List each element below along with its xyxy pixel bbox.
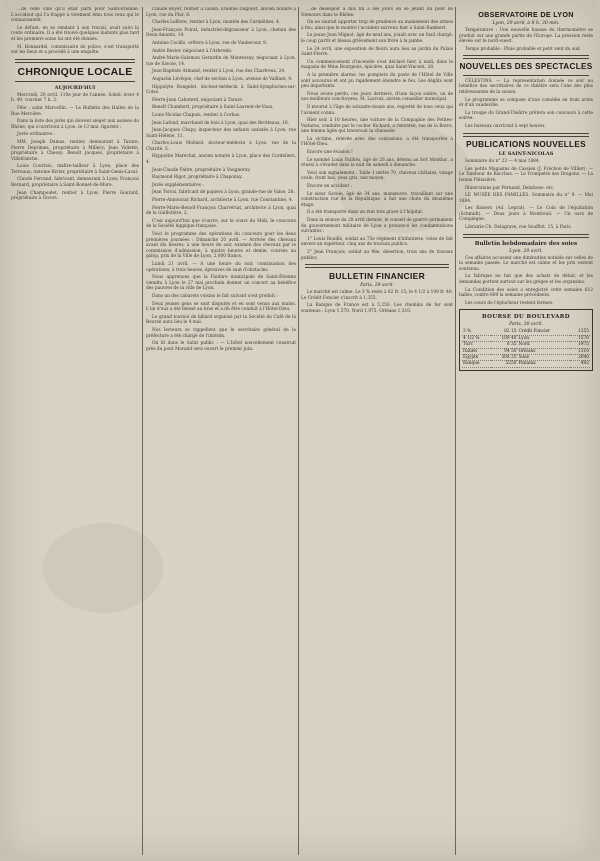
article-paragraph: Jurés ordinaires : xyxy=(17,132,55,138)
publications-body xyxy=(459,159,593,231)
article-paragraph: Il a été transporté dans un état très grave à l'hôpital. xyxy=(307,210,423,216)
column-rule xyxy=(142,7,143,855)
spectacles-title: NOUVELLES DES SPECTACLES xyxy=(459,62,593,72)
article-paragraph: Charles-Louis Mollard, docteur-médecin à Lyon, rue de la Charité, 5. xyxy=(146,141,296,152)
masthead-chronique-locale: CHRONIQUE LOCALE xyxy=(17,65,133,78)
article-paragraph: ...de celle ville qu'il était parti pour Saint-Étienne. L'accident qui l'a frappé a vivement ému tous ceux qui le connaissaient. xyxy=(11,7,139,24)
article-paragraph: Jean Torrai, fabricant de papiers à Lyon, grande-rue de Vaise, 26. xyxy=(152,190,295,196)
article-paragraph: Voici le programme des opérations du concours pour les deux premières journées : Dimanche 20 avril. — Arrivée des chevaux avant dix heures; à une heure du soir, examen des chevaux par le commission d'admission; à quatre heures et demie, courses au galop, prix de la Ville de Lyon, 2,000 francs. xyxy=(146,232,296,260)
col3-body xyxy=(301,7,453,261)
article-paragraph: M. Bonnardel, commissaire de police, s'est transporté sur les lieux et a procédé à une enquête. xyxy=(11,44,139,56)
article-paragraph: Fête : saint Marcellin. — Le Bulletin des Halles de la Rue Mercière. xyxy=(11,105,139,117)
bourse-price: 109 40 xyxy=(491,335,518,341)
divider xyxy=(463,234,589,238)
publications-title: PUBLICATIONS NOUVELLES xyxy=(466,139,586,149)
article-paragraph: Les petits Magasins de Cassien (J. Fréchon de Villier). — Le Tambour de Bacchus. — Le Trompette des Dragons. — La bonne Pâtissière. xyxy=(459,166,593,183)
observatory-body xyxy=(459,28,593,52)
bourse-price: 2040 xyxy=(570,355,590,361)
article-paragraph: Le programme se compose d'une comédie en trois actes et d'un vaudeville. xyxy=(459,97,593,109)
article-paragraph: Les cours de l'éplucheur restent fermes. xyxy=(465,300,554,306)
column-4 xyxy=(459,7,593,855)
article-paragraph: Encore une évasion ! xyxy=(307,150,353,156)
article-paragraph: 2° Jean François, soldat au 98e, désertion, trois ans de travaux publics. xyxy=(301,249,453,261)
col1-body xyxy=(11,106,139,202)
article-paragraph: Le sieur Savoie, âgé de 34 ans, manœuvre, travaillant sur une construction rue de la République, a fait une chute du deuxième étage. xyxy=(301,191,453,208)
date-line: Mercredi, 20 avril. 110e jour de l'année. Soleil: lever 4 h. 49, coucher 7 h. 2. xyxy=(11,92,139,104)
bourse-security: Panama xyxy=(517,361,569,367)
section-aujourdhui: AUJOURD'HUI xyxy=(54,84,96,91)
column-rule xyxy=(455,7,456,855)
article-paragraph: Jean Champoulet, rentier à Lyon; Pierre Goutard, propriétaire à Givors. xyxy=(11,190,139,202)
bourse-security: Orléans xyxy=(517,348,569,354)
article-paragraph: La Banque de France est à 5,250. Les chemins de fer sont soutenus : Lyon 1,570, Nord 1,975, Orléans 1,310. xyxy=(301,303,453,314)
silks-body xyxy=(459,256,593,307)
article-paragraph: Librairie Ch. Delagrave, rue Soufflot, 15, à Paris. xyxy=(465,225,572,231)
silks-title: Bulletin hebdomadaire des soies xyxy=(474,240,578,247)
bourse-table xyxy=(462,329,590,367)
article-paragraph: La troupe du Grand-Théâtre prêtera son concours à cette soirée. xyxy=(459,110,593,122)
bourse-security: Crédit Foncier xyxy=(517,329,569,335)
spectacles-body xyxy=(459,79,593,130)
bourse-row xyxy=(462,361,590,367)
bourse-security: 4 1/2 % xyxy=(462,335,491,341)
bourse-price: 82 15 xyxy=(491,329,518,335)
article-paragraph: Le 24 avril, une exposition de fleurs aura lieu au jardin du Palais Saint-Pierre. xyxy=(301,46,453,58)
publications-subtitle: LE SAINT-NICOLAS xyxy=(498,151,554,158)
bourse-box xyxy=(459,309,593,370)
article-paragraph: Le nommé Louis Pailhès, âgé de 26 ans, détenu au fort Montluc, a réussi à s'évader dans la nuit de samedi à dimanche. xyxy=(301,157,453,169)
bourse-security: Italien xyxy=(462,348,491,354)
article-paragraph: La victime, relevée avec des contusions, a été transportée à l'Hôtel-Dieu. xyxy=(301,136,453,148)
article-paragraph: Dans la liste des jurés qui doivent siéger aux assises du Rhône, qui s'ouvriront à Lyon, le 13 mai, figurent : xyxy=(11,119,139,130)
article-paragraph: Deux jeunes gens se sont disputés et en sont venus aux mains. L'un d'eux a été blessé au bras et a dû être conduit à l'Hôtel-Dieu. xyxy=(146,301,296,313)
bourse-title: BOURSE DU BOULEVARD xyxy=(482,314,570,321)
article-paragraph: 1° Louis Bouillé, soldat au 75e régiment d'infanterie, voies de fait envers un supérieur, cinq ans de travaux publics. xyxy=(301,236,453,248)
article-paragraph: Température : Une nouvelle hausse du thermomètre se produit sur une grande partie de l'Europe. La pression reste élevée sur le nord-ouest. xyxy=(459,28,593,45)
divider xyxy=(463,133,589,137)
col1-top-articles xyxy=(11,7,139,56)
newspaper-page xyxy=(3,3,597,858)
article-paragraph: Louis-Nicolas Chapuis, rentier à Corbas. xyxy=(152,112,241,118)
divider xyxy=(463,55,589,59)
article-paragraph: Benoît Chambert, propriétaire à Saint-Laurent-de-Vaux. xyxy=(152,105,274,111)
article-paragraph: MM. Joseph Dumas, rentier, demeurant à Tarare; Pierre Deprimes, propriétaire à Millery; Jean Vallette, propriétaire à Chessy; Benoît Jacques, propriétaire à Villefranche. xyxy=(11,139,139,162)
bourse-security: Turc xyxy=(462,342,491,348)
article-paragraph: Hyppolite Maréchal, ancien notaire à Lyon, place des Cordeliers, 4. xyxy=(146,154,296,166)
bourse-security: Banque xyxy=(462,361,491,367)
divider xyxy=(15,81,135,82)
article-paragraph: Le marché est calme. Le 3 % reste à 82 fr. 15; le 4 1/2 à 109 fr. 40. Le Crédit Foncier s'inscrit à 1,355. xyxy=(301,290,453,301)
column-3 xyxy=(301,7,453,855)
col2-body xyxy=(146,7,296,352)
article-paragraph: On lit dans le Salut public : — L'hôtel nouvellement construit près du pont Morand sera ouvert le premier juin. xyxy=(146,341,296,352)
article-paragraph: Pierre-Marie-Benoît-François Charvériat, architecte à Lyon, quai de la Guillotière, 2. xyxy=(146,205,296,217)
bourse-price: 308 25 xyxy=(491,355,518,361)
article-paragraph: Temps probable : Pluie probable et petit vent du sud. xyxy=(465,46,582,52)
column-1 xyxy=(11,7,139,855)
article-paragraph: La Condition des soies a enregistré cette semaine 612 balles, contre 689 la semaine précédente. xyxy=(459,287,593,299)
article-paragraph: Pierre-Annonciat Richard, architecte à Lyon, rue Constantine, 4. xyxy=(152,198,293,204)
article-paragraph: Jean-Baptiste Armand, rentier à Lyon, rue des Chartreux, 24. xyxy=(152,69,286,75)
bulletin-financier-title: BULLETIN FINANCIER xyxy=(328,271,426,282)
article-paragraph: Illustrations par Fernand, Delafosse, etc. xyxy=(465,185,555,191)
article-paragraph: Le défunt, en se rendant à son travail, avait suivi la route ordinaire. Il a été trouvé quelques instants plus tard et les premiers soins lui ont été donnés. xyxy=(11,25,139,42)
divider xyxy=(305,264,449,268)
column-rule xyxy=(298,7,299,855)
bulletin-body xyxy=(301,290,453,314)
bourse-security: 3 % xyxy=(462,329,491,335)
article-paragraph: Un commencement d'incendie s'est déclaré hier, à midi, dans le magasin de Mme Bourgeois, épicière, quai Saint-Vincent, 28. xyxy=(301,59,453,71)
observatory-date: Lyon, 29 avril, à 8 h. 30 min. xyxy=(492,21,560,26)
article-paragraph: Antoine Cocillo, orfèvre à Lyon, rue de Vaubecour, 9. xyxy=(152,40,268,46)
article-paragraph: Ces affaires accusent une diminution notable sur celles de la semaine passée. Le marché est calme et les prix restent soutenus. xyxy=(459,255,593,272)
article-paragraph: ...de désespoir a mis fin à ses jours en se jetant du pont de Nemours dans le Rhône. xyxy=(301,7,453,18)
article-paragraph: Louis Courtois, maître-tailleur à Lyon, place des Terreaux; Antoine Rivier, propriétaire à Saint-Genis-Laval. xyxy=(11,164,139,175)
article-paragraph: Charles Lefèvre, rentier à Lyon, montée des Carmélites, 4. xyxy=(152,20,281,26)
article-paragraph: Jean-Jacques Chapy, inspecteur des enfants assistés à Lyon, rue Saint-Hélène, 11. xyxy=(146,128,296,139)
article-paragraph: Les Baisers (Ad. Leprat). — Le Coin de l'équitation (Schmidt). — Deux jours à Montreuil. — Un ours de Compiègne. xyxy=(459,206,593,223)
bourse-security: Egypte xyxy=(462,355,491,361)
divider xyxy=(15,59,135,63)
bourse-security: Nord xyxy=(517,342,569,348)
bourse-price: 492 xyxy=(570,361,590,367)
article-paragraph: Lundi 21 avril. — A une heure du soir, continuation des opérations; à trois heures, épreuves de saut d'obstacles. xyxy=(146,261,296,273)
article-paragraph: Jean-Claude Fabre, propriétaire à Vaugneray. xyxy=(152,167,251,173)
divider xyxy=(463,75,589,76)
article-paragraph: C'est aujourd'hui que s'ouvre, sur le cours du Midi, le concours de la Société hippique française. xyxy=(146,218,296,230)
article-paragraph: Dans un des cabarets voisins le fait suivant s'est produit : xyxy=(152,293,278,299)
article-paragraph: Claude Ferrand, fabricant, demeurant à Lyon; François Bernard, propriétaire à Saint-Bonnet-de-Mure. xyxy=(11,177,139,189)
article-paragraph: Jurés supplémentaires : xyxy=(152,182,204,188)
article-paragraph: On ne saurait apporter trop de prudence au maniement des armes à feu; ainsi que le montre l'accident survenu hier à Saint-Rambert. xyxy=(301,20,453,31)
article-paragraph: La fabrique ne fait que des achats de détail, et les demandes portent surtout sur les grèges et les organsins. xyxy=(459,274,593,286)
article-paragraph: Pierre-Jean Cahoterd, négociant à Tarare. xyxy=(152,97,244,103)
bourse-price: 5250 xyxy=(491,361,518,367)
article-paragraph: Claude Boyer, rentier à Tassin. Étienne Dugueyt, ancien notaire à Lyon, rue du Plat, 8. xyxy=(146,7,296,18)
article-paragraph: Sommaire du n° 22 — 4 mai 1884. xyxy=(465,159,541,165)
article-paragraph: André-Marie-Salomon Gerardin de Montessuy, négociant à Lyon, rue de Savoie, 14. xyxy=(146,56,296,67)
article-paragraph: Voici son signalement : Taille 1 mètre 70, cheveux châtains, visage ovale, front bas, yeux gris, nez moyen. xyxy=(301,170,453,182)
article-paragraph: Le jeune Jean Mignot, âgé de neuf ans, jouait avec un fusil chargé; le coup partit et blessa grièvement son frère à la jambe. xyxy=(301,33,453,44)
article-paragraph: Le grand tournoi de billard organisé par la Société du Café de la Bourse aura lieu le 4 mai. xyxy=(146,314,296,326)
observatory-title: OBSERVATOIRE DE LYON xyxy=(478,10,574,19)
article-paragraph: Jean Lafond, marchand de bois à Lyon, quai des Brotteaux, 16. xyxy=(152,120,290,126)
article-paragraph: Dans la séance du 28 avril dernier, le conseil de guerre permanent du gouvernement militaire de Lyon a prononcé les condamnations suivantes : xyxy=(301,218,453,235)
article-paragraph: Nous apprenons que la Fanfare municipale de Saint-Étienne viendra à Lyon le 27 mai prochain donner un concert au bénéfice des pauvres de la ville de Lyon. xyxy=(146,275,296,292)
bourse-price: 1310 xyxy=(570,348,590,354)
article-paragraph: A la première alarme, les pompiers du poste de l'Hôtel de Ville sont accourus et ont pu rapidement éteindre le feu. Les dégâts sont peu importants. xyxy=(301,72,453,90)
article-paragraph: Hippolyte Rongelot, docteur-médecin à Saint-Symphorien-sur-Coise. xyxy=(146,84,296,96)
article-paragraph: CÉLESTINS. — La représentation donnée ce soir au bénéfice des secrétaires de ce théâtre sera l'une des plus intéressantes de la saison. xyxy=(459,78,593,96)
article-paragraph: Il mourut à l'âge de soixante-douze ans, regretté de tous ceux qui l'avaient connu. xyxy=(301,104,453,116)
bourse-security: Suez xyxy=(517,355,569,361)
bourse-price: 1975 xyxy=(570,342,590,348)
bourse-price: 8 35 xyxy=(491,342,518,348)
silks-date: Lyon, 29 avril. xyxy=(509,248,543,254)
bourse-date: Paris, 30 avril. xyxy=(509,322,543,328)
article-paragraph: Raymond Rigot, propriétaire à Chaponay. xyxy=(152,175,243,181)
bourse-price: 94 50 xyxy=(491,348,518,354)
bourse-price: 1355 xyxy=(570,329,590,335)
article-paragraph: André Revier, négociant à l'Arbresle. xyxy=(152,48,233,54)
article-paragraph: Les bureaux ouvriront à sept heures. xyxy=(465,124,546,130)
article-paragraph: LE MUSÉE DES FAMILLES. Sommaire du n° 9. — Mai 1884. xyxy=(459,193,593,204)
article-paragraph: Jean-François Poirat, industriel-dégraisseur à Lyon, chemin des Deux-Amants, 14. xyxy=(146,27,296,39)
article-paragraph: Encore un accident : xyxy=(307,184,353,190)
article-paragraph: Nos lecteurs se rappellent que le secrétaire général de la préfecture a été chargé de l'intérim. xyxy=(146,327,296,339)
column-2 xyxy=(146,7,296,855)
bourse-price: 1570 xyxy=(570,335,590,341)
bulletin-date: Paris, 29 avril. xyxy=(360,283,394,289)
article-paragraph: Hier soir, à 10 heures, une voiture de la Compagnie des Petites-Voitures, conduite par le cocher Richard, a renversé, rue de la Barre, une femme âgée qui traversait la chaussée. xyxy=(301,118,453,135)
article-paragraph: Augustin Lévêque, chef de section à Lyon, avenue de Vaillant, 9. xyxy=(152,76,293,82)
article-paragraph: Nous avons perdu, ces jours derniers, d'une façon subite, un de nos meilleurs concitoyens, M. Lacroix, ancien conseiller municipal. xyxy=(301,91,453,103)
bourse-security: Lyon xyxy=(517,335,569,341)
